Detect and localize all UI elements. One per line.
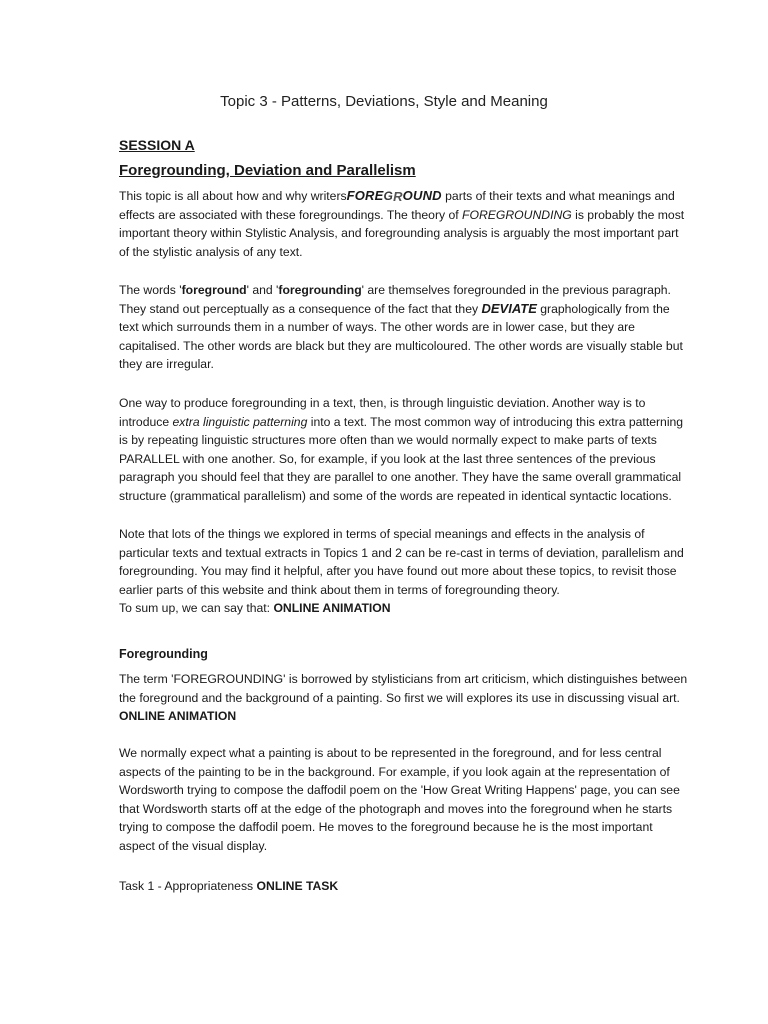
text-line: text which surrounds them in a number of ways. The other words are in lower case, but they are xyxy=(119,320,635,335)
text-line: paragraph you should feel that they are parallel to one another. They have the same overall grammatical xyxy=(119,470,682,485)
text-line: the foreground and the background of a painting. So first we will explores its use in discussing visual art. xyxy=(119,690,680,705)
paragraph-intro xyxy=(119,187,685,261)
foreground-word xyxy=(347,188,442,203)
text-span: ' and ' xyxy=(246,283,279,297)
text-span: To sum up, we can say that: xyxy=(119,601,274,616)
text-line xyxy=(119,187,679,206)
subsection-heading: Foregrounding xyxy=(119,647,208,661)
text-span: The words ' xyxy=(119,283,182,297)
text-line xyxy=(119,300,679,319)
text-span: parts of their texts and what meanings and xyxy=(441,189,675,203)
text-span: This topic is all about how and why writers xyxy=(119,189,347,203)
online-task-link[interactable]: ONLINE TASK xyxy=(256,879,339,893)
text-span: graphologically from the xyxy=(536,301,670,316)
text-span: introduce xyxy=(119,414,173,429)
text-line: The term 'FOREGROUNDING' is borrowed by stylisticians from art criticism, which distinguishes between xyxy=(119,672,688,686)
foreground-letters: R xyxy=(393,189,403,204)
text-line: PARALLEL with one another. So, for example, if you look at the last three sentences of the previous xyxy=(119,451,656,466)
text-line: trying to compose the daffodil poem. He moves to the foreground because he is the most important xyxy=(119,820,653,835)
text-line: important theory within Stylistic Analysis, and foregrounding analysis is arguably the most important part xyxy=(119,226,679,241)
text-span: is probably the most xyxy=(571,207,685,222)
paragraph-note xyxy=(119,525,684,618)
text-line: aspects of the painting to be in the background. For example, if you look again at the representation of xyxy=(119,764,670,779)
text-span: They stand out perceptually as a consequence of the fact that they xyxy=(119,301,482,316)
session-label: SESSION A xyxy=(119,137,195,153)
text-line: capitalised. The other words are black but they are multicoloured. The other words are visually stable but xyxy=(119,338,683,353)
paragraph-parallelism xyxy=(119,394,684,506)
bold-word: foreground xyxy=(181,283,247,297)
text-span: effects are associated with these foregroundings. The theory of xyxy=(119,207,463,222)
text-line: Wordsworth trying to compose the daffodil poem on the 'How Great Writing Happens' page, you can see xyxy=(119,783,680,798)
task-line xyxy=(119,877,679,896)
text-line xyxy=(119,413,684,432)
text-line: particular texts and textual extracts in Topics 1 and 2 can be re-cast in terms of deviation, parallelism and xyxy=(119,545,684,560)
text-line xyxy=(119,206,685,225)
text-line: of the stylistic analysis of any text. xyxy=(119,244,303,259)
page-title: Topic 3 - Patterns, Deviations, Style and Meaning xyxy=(220,93,548,110)
text-line: foregrounding. You may find it helpful, after you have found out more about these topics, to revisit those xyxy=(119,564,677,579)
foreground-letters: G xyxy=(383,189,394,203)
text-line: is by repeating linguistic structures more often than we would normally expect to make parts of texts xyxy=(119,433,657,448)
text-span: into a text. The most common way of introducing this extra patterning xyxy=(307,414,684,429)
emphasis-text: extra linguistic patterning xyxy=(172,414,308,429)
emphasis-text: FOREGROUNDING xyxy=(462,207,572,222)
text-span: ' are themselves foregrounded in the previous paragraph. xyxy=(361,283,671,297)
foreground-letters: OUND xyxy=(402,188,442,203)
text-line: One way to produce foregrounding in a text, then, is through linguistic deviation. Another way is to xyxy=(119,396,646,410)
text-line: aspect of the visual display. xyxy=(119,838,268,853)
online-animation-link[interactable]: ONLINE ANIMATION xyxy=(273,601,391,616)
text-line: earlier parts of this website and think about them in terms of foregrounding theory. xyxy=(119,582,560,597)
text-line: Note that lots of the things we explored in terms of special meanings and effects in the analysis of xyxy=(119,527,645,541)
bold-word: foregrounding xyxy=(278,283,362,297)
foreground-letters: FORE xyxy=(346,188,384,203)
paragraph-painting xyxy=(119,744,679,856)
text-line xyxy=(119,599,679,618)
task-label: Task 1 - Appropriateness xyxy=(119,879,257,893)
paragraph-foreground-words xyxy=(119,281,683,374)
online-animation-link[interactable]: ONLINE ANIMATION xyxy=(119,709,237,724)
text-line xyxy=(119,877,679,896)
text-line: structure (grammatical parallelism) and some of the words are repeated in identical syntactic locations. xyxy=(119,488,672,503)
text-line xyxy=(119,281,679,300)
text-line: that Wordsworth starts off at the edge of the photograph and moves into the foreground when he starts xyxy=(119,801,673,816)
paragraph-term xyxy=(119,670,688,726)
text-line: they are irregular. xyxy=(119,357,214,372)
section-heading: Foregrounding, Deviation and Parallelism xyxy=(119,162,416,179)
deviate-word: DEVIATE xyxy=(481,300,537,316)
text-line: We normally expect what a painting is about to be represented in the foreground, and for less central xyxy=(119,746,662,760)
